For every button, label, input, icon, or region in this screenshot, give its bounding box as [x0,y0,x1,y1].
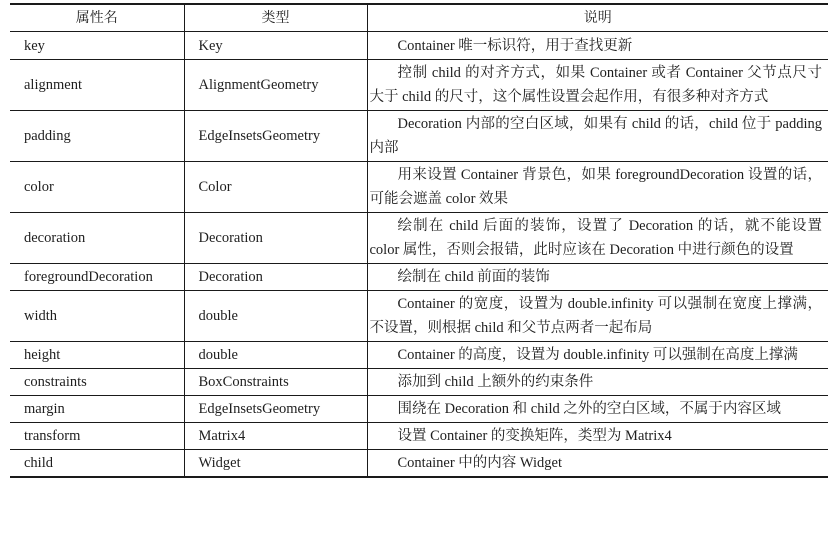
description-text: 添加到 child 上额外的约束条件 [397,374,594,390]
header-type: 类型 [184,4,367,32]
property-description [367,213,828,264]
table-row [10,423,828,450]
property-type: Widget [184,450,367,478]
table-row [10,450,828,478]
property-description [367,264,828,291]
description-text: Container 的高度，设置为 double.infinity 可以强制在高度上撑满 [397,347,798,363]
table-row [10,111,828,162]
property-type: double [184,342,367,369]
property-name: child [10,450,184,478]
table-row [10,264,828,291]
property-description [367,32,828,60]
property-type: EdgeInsetsGeometry [184,396,367,423]
description-text: 绘制在 child 后面的装饰，设置了 Decoration 的话，就不能设置 color 属性，否则会报错，此时应该在 Decoration 中进行颜色的设置 [369,218,822,258]
header-property-name: 属性名 [10,4,184,32]
property-name: decoration [10,213,184,264]
description-text: 用来设置 Container 背景色，如果 foregroundDecoration 设置的话，可能会遮盖 color 效果 [369,167,822,207]
property-name: width [10,291,184,342]
property-type: Matrix4 [184,423,367,450]
property-description [367,450,828,478]
table-row [10,60,828,111]
property-description [367,342,828,369]
property-description [367,60,828,111]
description-text: 绘制在 child 前面的装饰 [397,269,550,285]
property-type: double [184,291,367,342]
table-row [10,162,828,213]
property-description [367,423,828,450]
property-type: AlignmentGeometry [184,60,367,111]
property-type: BoxConstraints [184,369,367,396]
property-name: key [10,32,184,60]
table-row [10,396,828,423]
property-table [10,3,828,478]
description-text: 控制 child 的对齐方式，如果 Container 或者 Container 父节点尺寸大于 child 的尺寸，这个属性设置会起作用，有很多种对齐方式 [369,65,822,105]
property-name: foregroundDecoration [10,264,184,291]
property-name: height [10,342,184,369]
table-row [10,342,828,369]
property-type: Color [184,162,367,213]
property-name: color [10,162,184,213]
property-name: constraints [10,369,184,396]
property-type: Decoration [184,213,367,264]
table-row [10,291,828,342]
property-name: alignment [10,60,184,111]
property-name: margin [10,396,184,423]
header-row [10,4,828,32]
description-text: Decoration 内部的空白区域，如果有 child 的话，child 位于 padding 内部 [369,116,822,156]
property-description [367,291,828,342]
property-name: transform [10,423,184,450]
property-description [367,369,828,396]
description-text: Container 中的内容 Widget [397,455,563,471]
table-row [10,32,828,60]
header-description: 说明 [367,4,828,32]
description-text: 设置 Container 的变换矩阵，类型为 Matrix4 [397,428,672,444]
property-type: Decoration [184,264,367,291]
property-description [367,111,828,162]
property-description [367,396,828,423]
table-row [10,369,828,396]
property-type: Key [184,32,367,60]
description-text: 围绕在 Decoration 和 child 之外的空白区域，不属于内容区域 [397,401,781,417]
property-name: padding [10,111,184,162]
table-row [10,213,828,264]
description-text: Container 唯一标识符，用于查找更新 [397,37,633,54]
property-type: EdgeInsetsGeometry [184,111,367,162]
description-text: Container 的宽度，设置为 double.infinity 可以强制在宽度上撑满，不设置，则根据 child 和父节点两者一起布局 [369,296,822,336]
property-description [367,162,828,213]
